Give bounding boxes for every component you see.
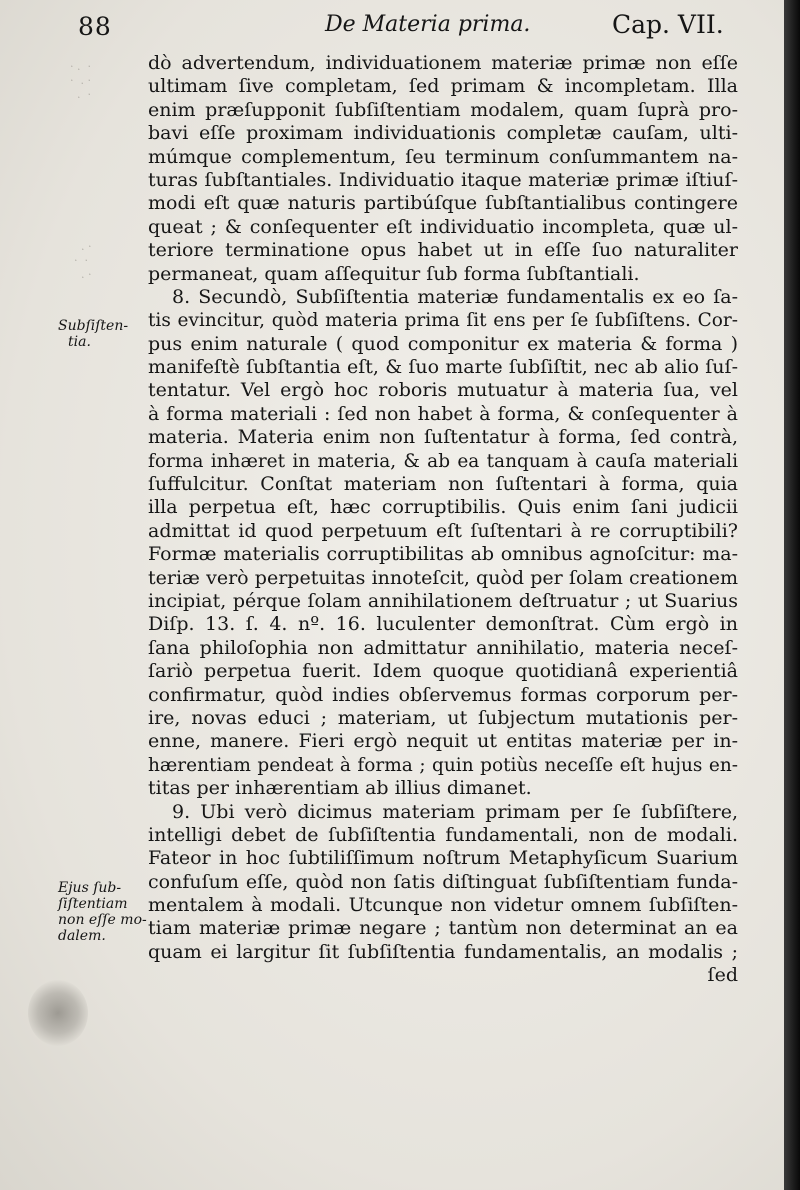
text-line: 8. Secundò, Subſiſtentia materiæ fundamentalis ex eo ſa-: [172, 285, 738, 308]
body-text: [148, 52, 738, 988]
text-line: queat ; & conſequenter eſt individuatio incompleta, quæ ul-: [148, 215, 738, 238]
text-line: teriæ verò perpetuitas innoteſcit, quòd per ſolam creationem: [148, 566, 738, 589]
bleed-through-text: · . · · . · · .: [70, 60, 91, 101]
text-line: à forma materiali : ſed non habet à forma, & conſequenter à: [148, 402, 738, 425]
text-line: Formæ materialis corruptibilitas ab omnibus agnoſcitur: ma-: [148, 543, 738, 566]
text-line: tentatur. Vel ergò hoc roboris mutuatur à materia ſua, vel: [148, 379, 738, 402]
text-line: incipiat, pérque ſolam annihilationem deſtruatur ; ut Suarius: [148, 589, 738, 612]
running-title: De Materia prima.: [325, 12, 531, 37]
text-line: pus enim naturale ( quod componitur ex materia & forma ): [148, 332, 738, 355]
text-line: materia. Materia enim non ſuſtentatur à forma, ſed contrà,: [148, 426, 738, 449]
text-line: teriore terminatione opus habet ut in eſſe ſuo naturaliter: [148, 239, 738, 262]
margin-note-line: Subſiſten-: [58, 318, 129, 334]
page-edge-shadow: [784, 0, 800, 1190]
text-line: mentalem à modali. Utcunque non videtur omnem ſubſiſten-: [148, 894, 738, 917]
text-line: permaneat, quam aſſequitur ſub forma ſubſtantiali.: [148, 262, 640, 285]
text-line: ſana philoſophia non admittatur annihilatio, materia neceſ-: [148, 636, 738, 659]
text-line: turas ſubſtantiales. Individuatio itaque materiæ primæ iſtiuſ-: [148, 168, 738, 191]
text-line: dò advertendum, individuationem materiæ primæ non eſſe: [148, 52, 738, 74]
text-line: ultimam ſive completam, ſed primam & incompletam. Illa: [148, 75, 738, 98]
text-line: manifeſtè ſubſtantia eſt, & ſuo marte ſubſiſtit, nec ab alio ſuſ-: [148, 356, 738, 379]
text-line: tiam materiæ primæ negare ; tantùm non determinat an ea: [148, 917, 738, 940]
page-number: 88: [78, 12, 112, 41]
margin-note-subsistentia: [58, 318, 148, 350]
text-line: confirmatur, quòd indies obſervemus formas corporum per-: [148, 683, 738, 706]
text-line: ire, novas educi ; materiam, ut ſubjectum mutationis per-: [148, 706, 738, 729]
margin-note-line: dalem.: [58, 928, 106, 944]
text-line: bavi eſſe proximam individuationis completæ cauſam, ulti-: [148, 122, 738, 145]
text-line: 9. Ubi verò dicimus materiam primam per ſe ſubſiſtere,: [172, 800, 738, 823]
text-line: ſuffulcitur. Conſtat materiam non ſuſtentari à forma, quia: [148, 473, 738, 496]
text-line: Fateor in hoc ſubtiliſſimum noſtrum Metaphyſicum Suarium: [148, 847, 738, 870]
text-line: hærentiam pendeat à forma ; quin potiùs neceſſe eſt hujus en-: [148, 754, 738, 776]
bleed-through-text: · . · · · .: [74, 240, 92, 281]
text-line: confuſum eſſe, quòd non ſatis diſtinguat ſubſiſtentiam funda-: [148, 870, 738, 893]
margin-note-line: tia.: [68, 334, 91, 350]
text-line: múmque complementum, ſeu terminum conſummantem na-: [148, 145, 738, 168]
text-line: enne, manere. Fieri ergò nequit ut entitas materiæ per in-: [148, 730, 738, 753]
margin-note-line: Ejus ſub-: [58, 880, 122, 896]
text-line: titas per inhærentiam ab illius dimanet.: [148, 777, 532, 800]
text-line: modi eſt quæ naturis partibúſque ſubſtantialibus contingere: [148, 192, 738, 215]
chapter-heading: Cap. VII.: [612, 10, 724, 39]
text-line: quam ei largitur ſit ſubſiſtentia fundamentalis, an modalis ;: [148, 940, 738, 963]
text-line: admittat id quod perpetuum eſt ſuſtentari à re corruptibili?: [148, 519, 738, 542]
margin-note-ejus-subsistentiam: [58, 880, 148, 944]
text-line: illa perpetua eſt, hæc corruptibilis. Quis enim ſani judicii: [148, 496, 738, 519]
page-stain: [28, 980, 88, 1046]
catchword: ſed: [707, 964, 738, 987]
margin-note-line: non eſſe mo-: [58, 912, 147, 928]
text-line: forma inhæret in materia, & ab ea tanquam à cauſa materiali: [148, 450, 738, 472]
text-line: enim præſupponit ſubſiſtentiam modalem, quam ſuprà pro-: [148, 98, 738, 121]
text-line: intelligi debet de ſubſiſtentia fundamentali, non de modali.: [148, 823, 738, 846]
margin-note-line: ſiſtentiam: [58, 896, 128, 912]
text-line: ſariò perpetua fuerit. Idem quoque quotidianâ experientiâ: [148, 660, 738, 683]
text-line: tis evincitur, quòd materia prima ſit ens per ſe ſubſiſtens. Cor-: [148, 310, 738, 332]
text-line: Diſp. 13. ſ. 4. nº. 16. luculenter demonſtrat. Cùm ergò in: [148, 613, 738, 636]
